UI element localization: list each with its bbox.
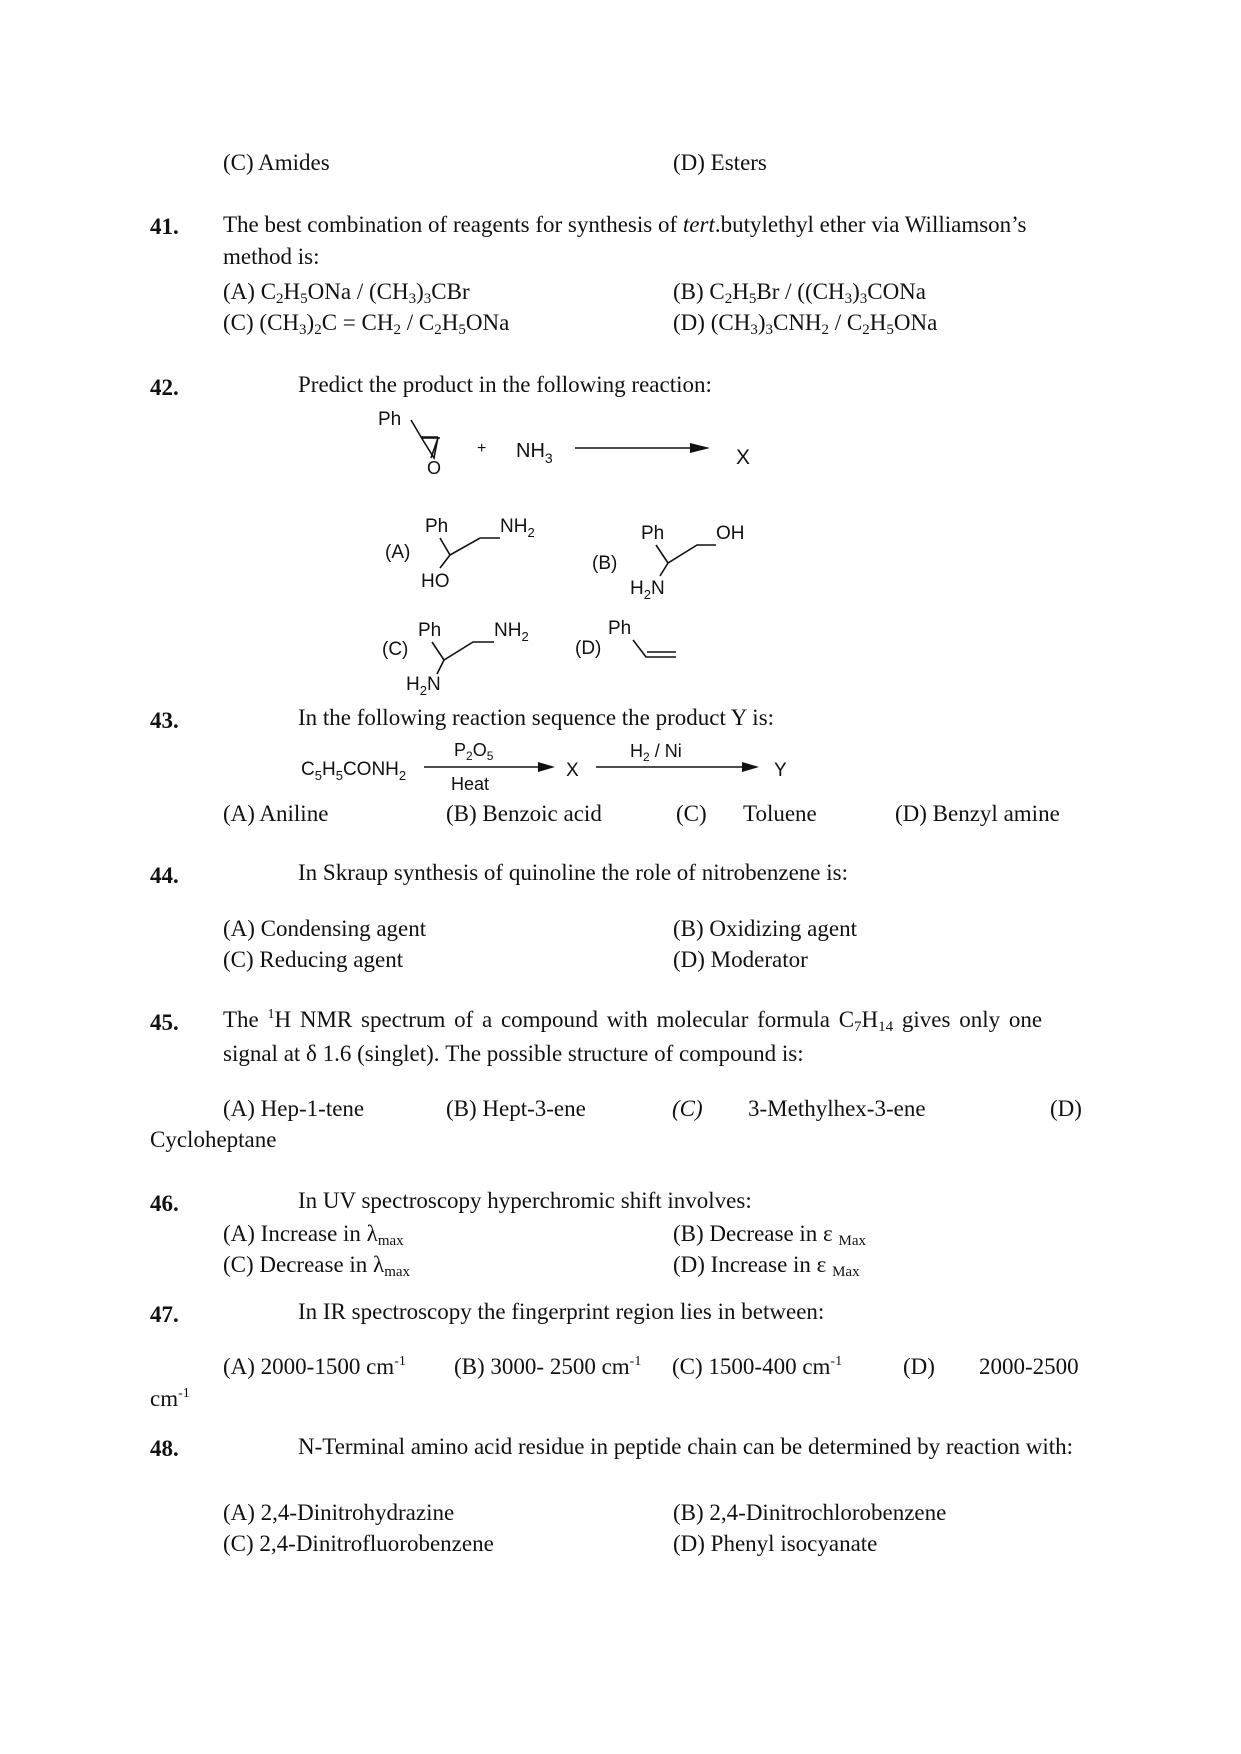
q47-option-a: (A) 2000-1500 $cm^{-1}$ — [223, 1354, 406, 1379]
q42-option-c-h2n: $H_2N$ — [406, 674, 441, 698]
q45-option-b: (B) Hept-3-ene — [446, 1096, 586, 1121]
q43-option-d: (D) Benzyl amine — [895, 801, 1060, 826]
q45-option-d-label: (D) — [1050, 1096, 1082, 1121]
q44-option-d: (D) Moderator — [673, 947, 808, 972]
q43-reagent2: $H_2$ / Ni — [630, 741, 682, 764]
q41-option-c: (C) $(CH_3)_2C = CH_2 / C_2H_5ONa$ — [223, 310, 510, 338]
q47-option-d: 2000-2500 — [979, 1354, 1079, 1379]
q43-arrow-2 — [596, 762, 759, 772]
q47-option-d-label: (D) — [903, 1354, 935, 1379]
q42-option-c-skeleton — [432, 642, 494, 674]
q45-question-line2: signal at δ 1.6 (singlet). The possible structure of compound is: — [223, 1041, 804, 1066]
q42-option-a-label: (A) — [385, 542, 411, 563]
q48-option-d: (D) Phenyl isocyanate — [673, 1531, 878, 1556]
q42-epoxide-ph: Ph — [378, 409, 402, 430]
q42-option-a-skeleton — [440, 538, 500, 568]
q46-question: In UV spectroscopy hyperchromic shift involves: — [298, 1188, 752, 1213]
q45-number: 45. — [150, 1010, 179, 1035]
q48-option-a: (A) 2,4-Dinitrohydrazine — [223, 1500, 455, 1525]
q45-question-line1: The $^1$H NMR spectrum of a compound with molecular formula $C_7H_{14}$ gives only one — [223, 1007, 1043, 1035]
q43-condition-heat: Heat — [451, 774, 490, 794]
q43-option-c: Toluene — [743, 801, 817, 826]
q44-number: 44. — [150, 863, 179, 888]
q47-option-c: (C) 1500-400 $cm^{-1}$ — [672, 1354, 843, 1379]
q46-number: 46. — [150, 1191, 179, 1216]
q43-product-y: Y — [774, 760, 787, 781]
q41-question: The best combination of reagents for synthesis of tert.butylethyl ether via Williamson’s method is: — [223, 212, 1027, 269]
q43-option-c-label: (C) — [676, 801, 707, 826]
q42-option-b-ph: Ph — [641, 523, 665, 544]
q42-option-a-ho: HO — [421, 571, 450, 592]
q42-option-c-label: (C) — [382, 639, 409, 660]
q43-reagent1: $P_2O_5$ — [454, 740, 494, 763]
q45-option-a: (A) Hep-1-tene — [223, 1096, 365, 1121]
q48-option-b: (B) 2,4-Dinitrochlorobenzene — [673, 1500, 947, 1525]
q42-number: 42. — [150, 375, 179, 400]
q43-arrow-1 — [424, 762, 555, 772]
q46-option-a: (A) Increase in $\lambda_{max}$ — [223, 1221, 404, 1249]
q44-option-b: (B) Oxidizing agent — [673, 916, 857, 941]
q43-question: In the following reaction sequence the product Y is: — [298, 705, 775, 730]
q46-option-c: (C) Decrease in $\lambda_{max}$ — [223, 1252, 411, 1280]
q42-question: Predict the product in the following reaction: — [298, 372, 712, 397]
q42-ammonia: $NH_3$ — [516, 440, 553, 466]
q42-plus: + — [477, 440, 487, 457]
q42-option-c-ph: Ph — [418, 620, 442, 641]
q42-option-b-h2n: $H_2N$ — [630, 578, 665, 602]
q44-option-a: (A) Condensing agent — [223, 916, 427, 941]
q41-option-b: (B) $C_2H_5Br$ / ($(CH_3)_3CONa$ — [673, 279, 927, 307]
q48-number: 48. — [150, 1436, 179, 1461]
q45-option-c: 3-Methylhex-3-ene — [748, 1096, 926, 1121]
q42-option-b-label: (B) — [592, 553, 618, 574]
q48-question: N-Terminal amino acid residue in peptide chain can be determined by reaction with: — [298, 1434, 1073, 1459]
q43-number: 43. — [150, 708, 179, 733]
q42-option-d-label: (D) — [575, 638, 602, 659]
q42-option-a-nh2: $NH_2$ — [500, 516, 535, 540]
q42-option-a-ph: Ph — [425, 516, 449, 537]
q42-product-x: X — [736, 446, 751, 469]
q43-option-b: (B) Benzoic acid — [446, 801, 602, 826]
q48-option-c: (C) 2,4-Dinitrofluorobenzene — [223, 1531, 494, 1556]
q42-epoxide-oxygen: O — [427, 458, 442, 478]
q43-intermediate-x: X — [566, 760, 579, 781]
q46-option-b: (B) Decrease in ε $_{Max}$ — [673, 1221, 866, 1249]
q41-option-d: (D) $(CH_3)_3CNH_2 / C_2H_5ONa$ — [673, 310, 938, 338]
q47-number: 47. — [150, 1302, 179, 1327]
q43-option-a: (A) Aniline — [223, 801, 329, 826]
q41-option-a: (A) $C_2H_5ONa / (CH_3)_3CBr$ — [223, 279, 470, 307]
q42-option-b-skeleton — [656, 545, 716, 576]
q42-arrow — [575, 443, 710, 453]
q42-option-d-styrene — [633, 640, 676, 657]
q42-option-b-oh: OH — [716, 523, 745, 544]
q44-option-c: (C) Reducing agent — [223, 947, 404, 972]
q42-option-c-nh2: $NH_2$ — [494, 620, 529, 644]
q40-option-c: (C) Amides — [223, 150, 330, 175]
q47-option-b: (B) 3000- 2500 $cm^{-1}$ — [454, 1354, 642, 1379]
q42-option-d-ph: Ph — [608, 618, 632, 639]
q46-option-d: (D) Increase in ε $_{Max}$ — [673, 1252, 860, 1280]
q43-reactant: $C_5H_5CONH_2$ — [301, 759, 407, 783]
q40-option-d: (D) Esters — [673, 150, 767, 175]
q41-number: 41. — [150, 214, 179, 239]
q45-option-d: Cycloheptane — [150, 1127, 277, 1152]
q45-option-c-label: (C) — [672, 1096, 703, 1121]
q44-question: In Skraup synthesis of quinoline the role of nitrobenzene is: — [298, 860, 848, 885]
q47-question: In IR spectroscopy the fingerprint region lies in between: — [298, 1299, 825, 1324]
q47-option-d-unit: $cm^{-1}$ — [150, 1386, 190, 1411]
